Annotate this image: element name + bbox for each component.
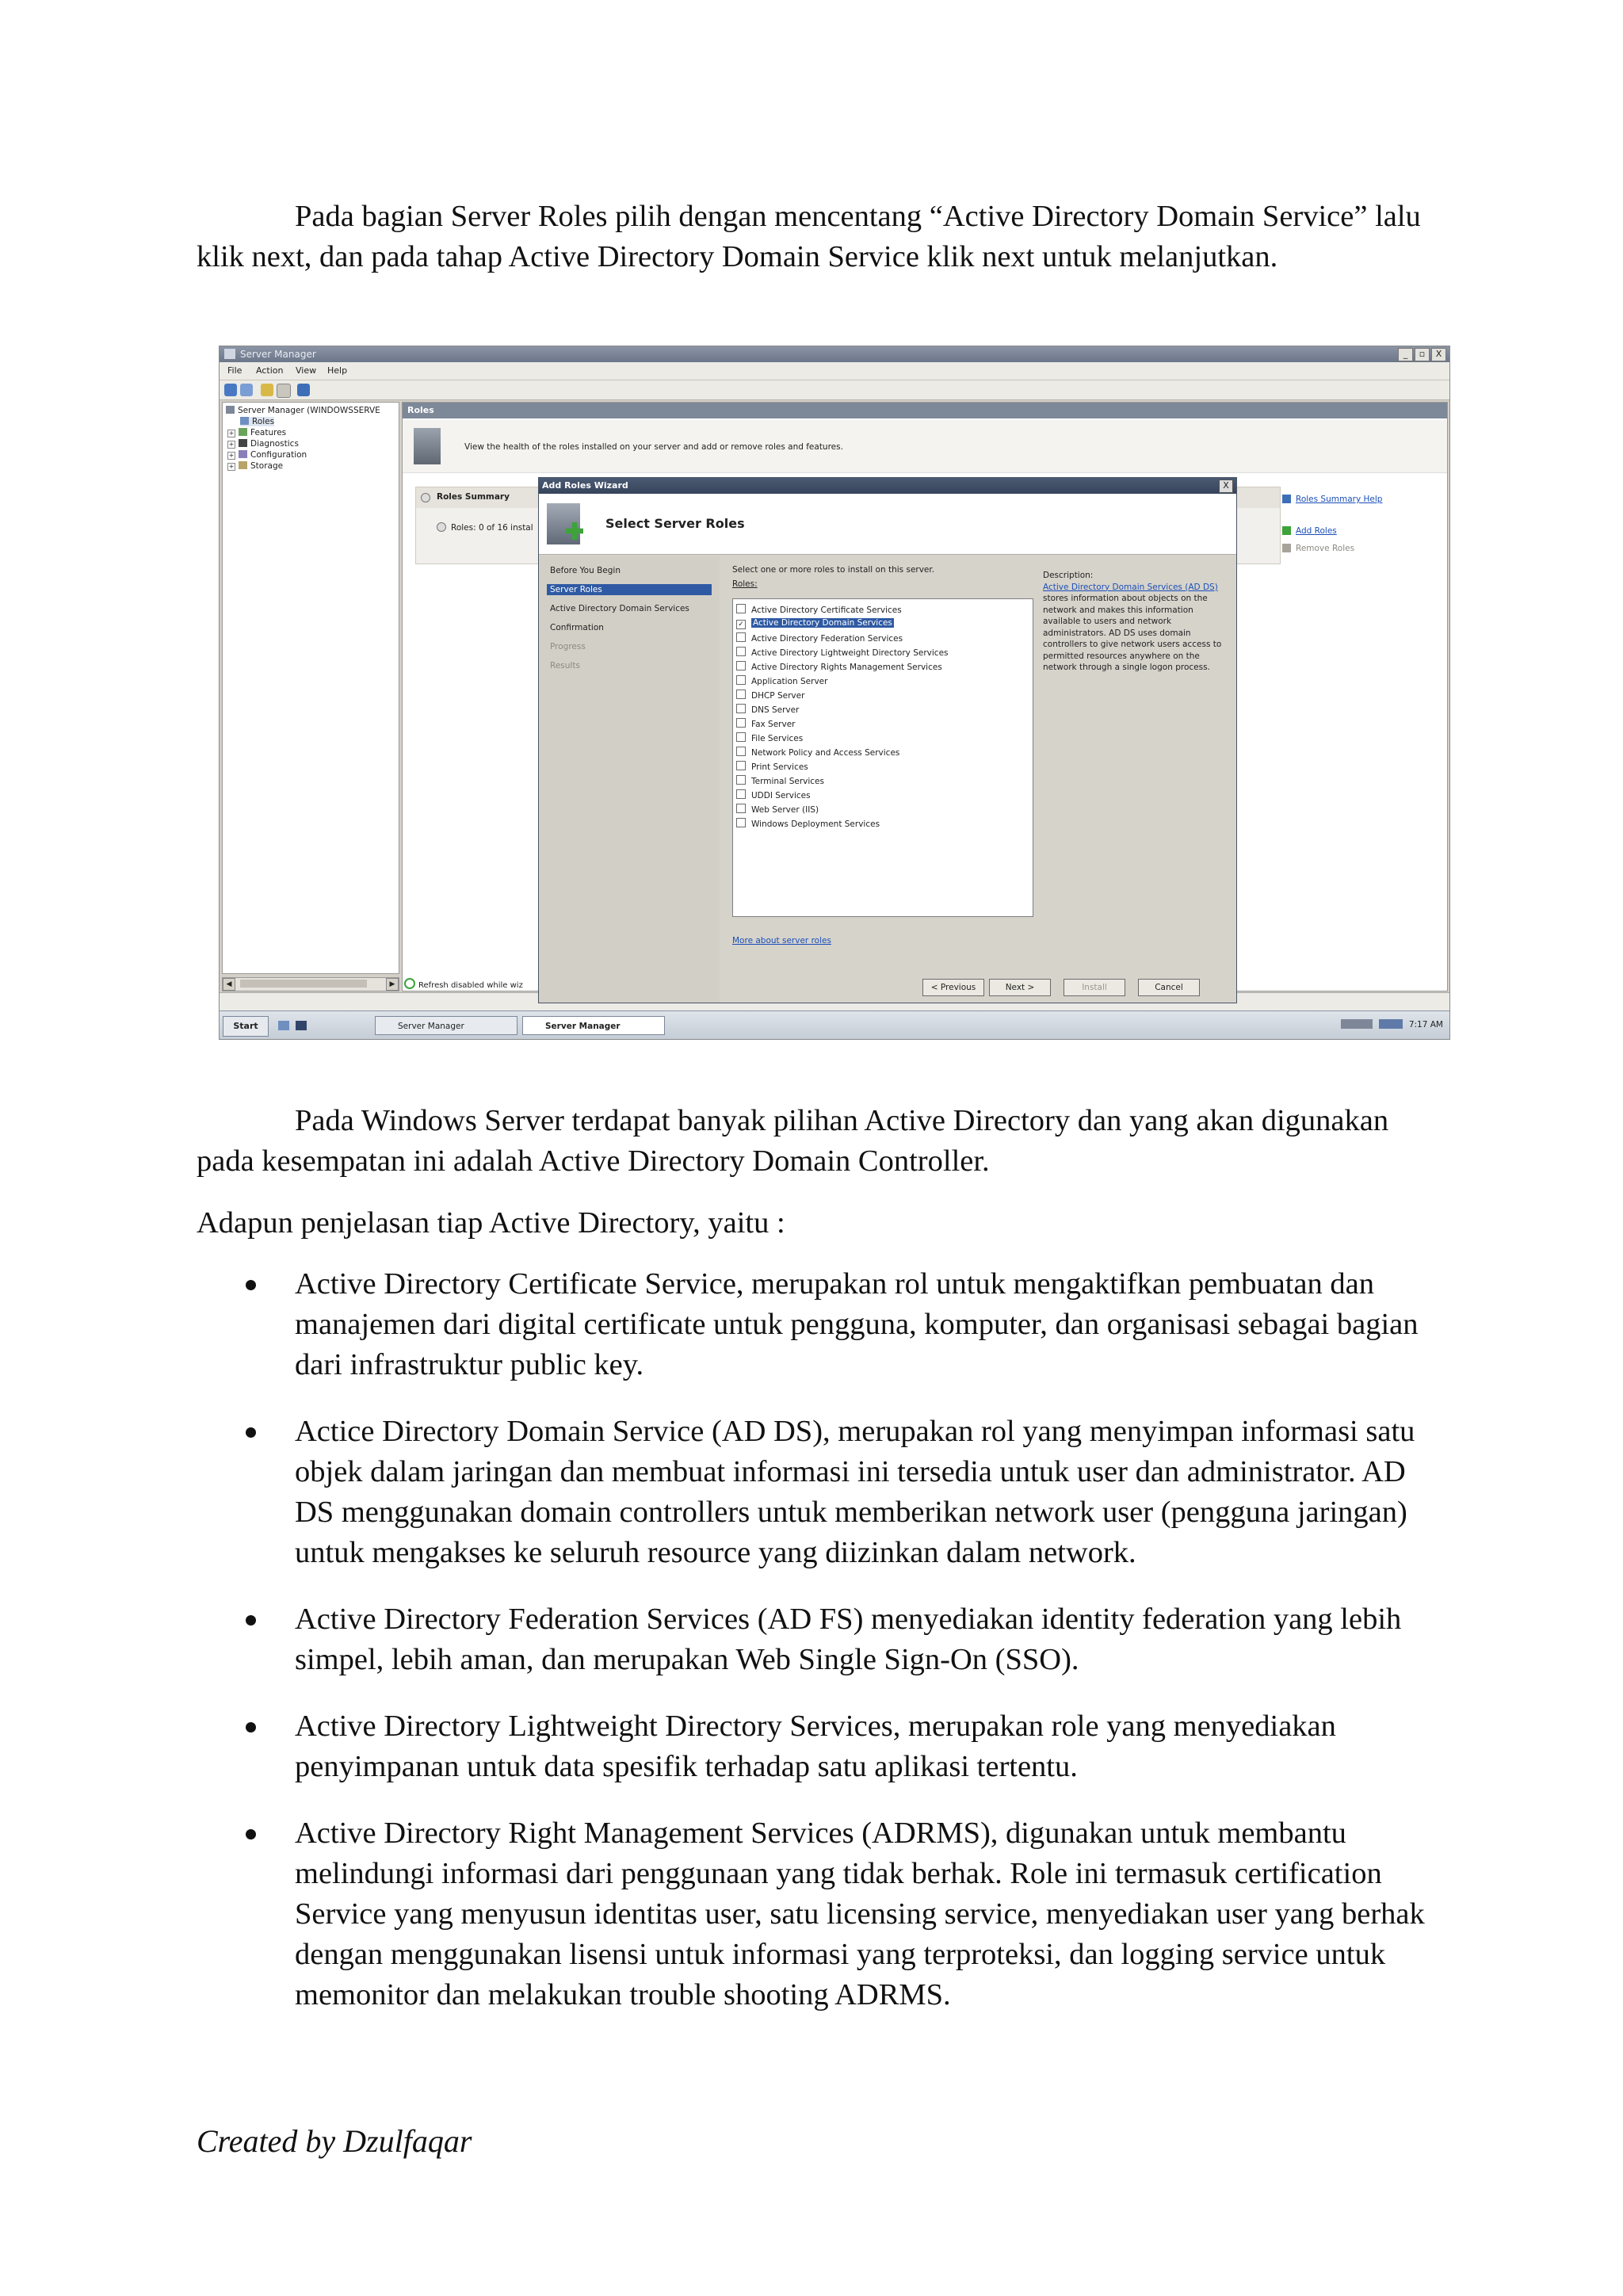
scroll-thumb[interactable] bbox=[240, 980, 367, 988]
tree-item-diagnostics[interactable]: + Diagnostics bbox=[228, 439, 299, 449]
roles-large-icon bbox=[414, 428, 441, 464]
checkbox[interactable] bbox=[736, 661, 746, 670]
storage-icon bbox=[239, 461, 247, 469]
checkbox-checked[interactable]: ✓ bbox=[736, 620, 746, 629]
checkbox[interactable] bbox=[736, 604, 746, 613]
collapse-icon[interactable] bbox=[437, 522, 446, 532]
role-description bbox=[1043, 570, 1222, 674]
refresh-icon[interactable] bbox=[404, 978, 415, 989]
roles-description: View the health of the roles installed on your server and add or remove roles and features. bbox=[464, 442, 843, 452]
taskbar-item[interactable]: Server Manager bbox=[375, 1016, 517, 1035]
instruction-text: Select one or more roles to install on this server. bbox=[732, 565, 935, 575]
wizard-steps bbox=[539, 556, 720, 1003]
checkbox[interactable] bbox=[736, 647, 746, 656]
menu-view[interactable]: View bbox=[296, 365, 317, 376]
bullet-icon bbox=[246, 1615, 256, 1626]
paragraph-2: Pada Windows Server terdapat banyak pilihan Active Directory dan yang akan digunakan pada kesempatan ini adalah Active Directory Domain Controller. bbox=[197, 1104, 1389, 1178]
expand-icon[interactable]: + bbox=[228, 452, 235, 459]
role-item[interactable]: Terminal Services bbox=[736, 775, 824, 786]
add-icon bbox=[1282, 526, 1291, 535]
checkbox[interactable] bbox=[736, 704, 746, 713]
tree-item-features[interactable]: + Features bbox=[228, 428, 287, 437]
add-roles-wizard bbox=[538, 477, 1237, 1003]
checkbox[interactable] bbox=[736, 718, 746, 728]
role-item[interactable]: File Services bbox=[736, 732, 803, 743]
configuration-icon bbox=[239, 450, 247, 458]
bullet-icon bbox=[246, 1829, 256, 1839]
role-item[interactable]: DNS Server bbox=[736, 704, 799, 715]
roles-icon bbox=[240, 417, 249, 425]
roles-summary-title: Roles Summary bbox=[437, 492, 510, 502]
role-item[interactable]: Active Directory Rights Management Services bbox=[736, 661, 942, 672]
cancel-button[interactable]: Cancel bbox=[1138, 979, 1200, 996]
add-server-role-icon bbox=[547, 503, 580, 544]
quick-launch-icon[interactable] bbox=[296, 1021, 307, 1030]
up-folder-icon[interactable] bbox=[261, 384, 273, 396]
tray-icons[interactable] bbox=[1379, 1019, 1403, 1029]
system-tray bbox=[1341, 1019, 1443, 1030]
wizard-content bbox=[723, 556, 1235, 974]
tree-root[interactable]: Server Manager (WINDOWSSERVE bbox=[226, 406, 380, 415]
roles-label: Roles: bbox=[732, 579, 758, 589]
menu-file[interactable]: File bbox=[227, 365, 242, 376]
step-ad-ds[interactable]: Active Directory Domain Services bbox=[550, 604, 689, 613]
next-button[interactable]: Next > bbox=[989, 979, 1051, 996]
description-text: stores information about objects on the network and makes this information available to users and network administrators. AD DS uses domain controllers to give network users access to permitted resources anywhere on the network through a single logon process. bbox=[1043, 594, 1222, 672]
navigation-tree bbox=[222, 402, 399, 974]
remove-icon bbox=[1282, 544, 1291, 552]
checkbox[interactable] bbox=[736, 761, 746, 770]
minimize-button[interactable]: _ bbox=[1398, 348, 1413, 361]
list-item: Active Directory Lightweight Directory Services, merupakan role yang menyediakan penyimpanan untuk data spesifik terhadap satu aplikasi tertentu. bbox=[197, 1706, 1449, 1787]
role-item[interactable]: Print Services bbox=[736, 761, 808, 772]
menu-action[interactable]: Action bbox=[256, 365, 284, 376]
bullet-icon bbox=[246, 1722, 256, 1733]
intro-paragraph: Pada bagian Server Roles pilih dengan mencentang “Active Directory Domain Service” lalu klik next, dan pada tahap Active Directory Domain Service klik next untuk melanjutkan. bbox=[197, 200, 1421, 273]
menu-help[interactable]: Help bbox=[327, 365, 348, 376]
role-item[interactable]: Application Server bbox=[736, 675, 827, 686]
checkbox[interactable] bbox=[736, 804, 746, 813]
menu-bar bbox=[220, 362, 1449, 380]
wizard-close-button[interactable]: X bbox=[1219, 479, 1233, 493]
start-button[interactable]: Start bbox=[223, 1016, 269, 1037]
features-icon bbox=[239, 428, 247, 436]
active-directory-list bbox=[197, 1264, 1449, 2042]
install-button[interactable]: Install bbox=[1064, 979, 1125, 996]
back-icon[interactable] bbox=[224, 384, 237, 396]
description-label: Description: bbox=[1043, 571, 1094, 580]
step-results: Results bbox=[550, 661, 580, 670]
taskbar bbox=[220, 1010, 1449, 1040]
tree-item-storage[interactable]: + Storage bbox=[228, 461, 284, 471]
expand-icon[interactable]: + bbox=[228, 430, 235, 437]
paragraph-3: Adapun penjelasan tiap Active Directory, yaitu : bbox=[197, 1206, 785, 1240]
roles-header: Roles bbox=[403, 403, 1447, 418]
wizard-buttons bbox=[723, 974, 1235, 1001]
server-manager-screenshot bbox=[219, 346, 1450, 1040]
role-item[interactable]: Windows Deployment Services bbox=[736, 818, 880, 829]
quick-launch-icon[interactable] bbox=[278, 1021, 289, 1030]
add-roles-link[interactable]: Add Roles bbox=[1282, 526, 1337, 536]
scroll-left-icon[interactable]: ◀ bbox=[223, 978, 235, 991]
checkbox[interactable] bbox=[736, 632, 746, 642]
role-item[interactable]: UDDI Services bbox=[736, 789, 811, 800]
help-icon[interactable] bbox=[297, 384, 310, 396]
footer-credit: Created by Dzulfaqar bbox=[197, 2123, 472, 2159]
scroll-right-icon[interactable]: ▶ bbox=[386, 978, 399, 991]
toolbar bbox=[220, 380, 1449, 400]
roles-description-row bbox=[403, 420, 1447, 473]
checkbox[interactable] bbox=[736, 775, 746, 785]
expand-icon[interactable]: + bbox=[228, 441, 235, 448]
role-item[interactable]: Fax Server bbox=[736, 718, 796, 729]
diagnostics-icon bbox=[239, 439, 247, 447]
collapse-icon[interactable] bbox=[421, 493, 430, 502]
step-progress: Progress bbox=[550, 642, 586, 651]
refresh-status: Refresh disabled while wiz bbox=[404, 978, 523, 990]
role-item[interactable]: Active Directory Lightweight Directory Services bbox=[736, 647, 949, 658]
roles-count: Roles: 0 of 16 instal bbox=[451, 523, 533, 533]
checkbox[interactable] bbox=[736, 818, 746, 827]
step-server-roles[interactable]: Server Roles bbox=[547, 584, 712, 595]
role-item[interactable]: Active Directory Certificate Services bbox=[736, 604, 902, 615]
checkbox[interactable] bbox=[736, 675, 746, 685]
role-item[interactable]: Active Directory Federation Services bbox=[736, 632, 903, 644]
bullet-icon bbox=[246, 1427, 256, 1438]
list-item: Active Directory Federation Services (AD FS) menyediakan identity federation yang lebih simpel, lebih aman, dan merupakan Web Single Sign-On (SSO). bbox=[197, 1599, 1449, 1680]
role-item[interactable]: Web Server (IIS) bbox=[736, 804, 819, 815]
roles-list bbox=[732, 598, 1033, 917]
maximize-button[interactable]: ▫ bbox=[1415, 348, 1430, 361]
checkbox[interactable] bbox=[736, 732, 746, 742]
list-item: Active Directory Certificate Service, merupakan rol untuk mengaktifkan pembuatan dan manajemen dari digital certificate untuk pengguna, komputer, dan organisasi sebagai bagian dari infrastruktur public key. bbox=[197, 1264, 1449, 1385]
wizard-titlebar: Add Roles Wizard bbox=[539, 478, 1236, 494]
tree-item-roles[interactable]: Roles bbox=[240, 417, 274, 426]
step-before-you-begin[interactable]: Before You Begin bbox=[550, 566, 621, 575]
checkbox[interactable] bbox=[736, 747, 746, 756]
bullet-icon bbox=[246, 1280, 256, 1290]
window-title: Server Manager bbox=[240, 349, 316, 360]
ad-ds-link[interactable]: Active Directory Domain Services (AD DS) bbox=[1043, 582, 1218, 592]
role-item-ad-ds[interactable]: ✓ Active Directory Domain Services bbox=[736, 618, 894, 629]
clock: 7:17 AM bbox=[1408, 1020, 1443, 1030]
more-about-roles-link[interactable]: More about server roles bbox=[732, 936, 831, 946]
role-item[interactable]: Network Policy and Access Services bbox=[736, 747, 899, 758]
server-icon bbox=[226, 406, 235, 414]
checkbox[interactable] bbox=[736, 690, 746, 699]
tree-scrollbar[interactable] bbox=[222, 977, 399, 991]
show-hide-tree-icon[interactable] bbox=[277, 384, 291, 398]
window-titlebar bbox=[220, 346, 1449, 362]
remove-roles-link[interactable]: Remove Roles bbox=[1282, 544, 1354, 553]
role-item[interactable]: DHCP Server bbox=[736, 690, 804, 701]
previous-button[interactable]: < Previous bbox=[922, 979, 984, 996]
close-button[interactable]: X bbox=[1431, 348, 1446, 361]
list-item: Actice Directory Domain Service (AD DS), merupakan rol yang menyimpan informasi satu objek dalam jaringan dan membuat informasi ini tersedia untuk user dan administrator. AD DS menggunakan domain controllers untuk memberikan network user (pengguna jaringan) untuk mengakses ke seluruh resource yang diizinkan dalam network. bbox=[197, 1412, 1449, 1573]
tree-item-configuration[interactable]: + Configuration bbox=[228, 450, 307, 460]
list-item: Active Directory Right Management Services (ADRMS), digunakan untuk membantu melindungi informasi dari penggunaan yang tidak berhak. Role ini termasuk certification Service yang menyusun identitas user, satu licensing service, menyediakan user yang berhak dengan menggunakan lisensi untuk informasi yang terproteksi, dan logging service untuk memonitor dan melakukan trouble shooting ADRMS. bbox=[197, 1813, 1449, 2015]
help-icon bbox=[1282, 495, 1291, 503]
forward-icon[interactable] bbox=[240, 384, 253, 396]
step-confirmation[interactable]: Confirmation bbox=[550, 623, 604, 632]
wizard-heading: Select Server Roles bbox=[605, 516, 745, 531]
checkbox[interactable] bbox=[736, 789, 746, 799]
expand-icon[interactable]: + bbox=[228, 463, 235, 470]
roles-summary-help-link[interactable]: Roles Summary Help bbox=[1282, 495, 1382, 504]
taskbar-item-active[interactable]: Server Manager bbox=[522, 1016, 665, 1035]
tray-icons[interactable] bbox=[1341, 1019, 1373, 1029]
wizard-header bbox=[539, 494, 1236, 555]
server-manager-icon bbox=[224, 349, 235, 359]
